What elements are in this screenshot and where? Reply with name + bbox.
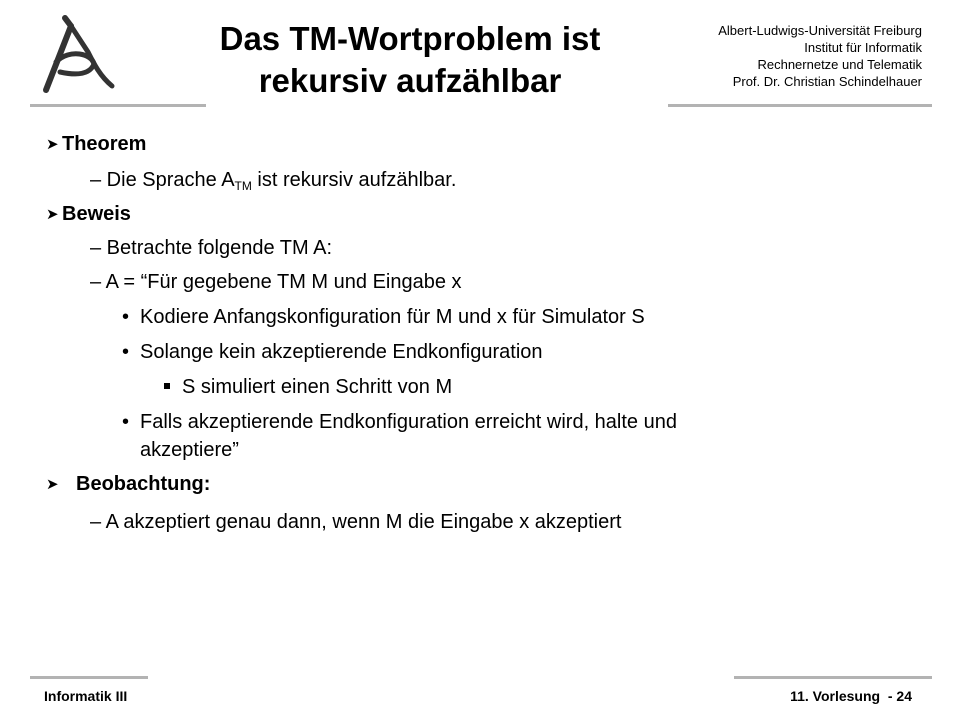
beweis-line: – Betrachte folgende TM A:: [90, 237, 333, 259]
sub-bullet-text: S simuliert einen Schritt von M: [182, 376, 453, 398]
header-rule-left: [30, 104, 206, 107]
bullet-text: Solange kein akzeptierende Endkonfiguration: [140, 341, 543, 363]
institution-line: Institut für Informatik: [804, 40, 922, 55]
bullet-text: Falls akzeptierende Endkonfiguration erreicht wird, halte und: [140, 411, 677, 433]
header-rule-right: [668, 104, 932, 107]
list-item: [122, 305, 645, 329]
beweis-label: Beweis: [62, 203, 131, 225]
bullet-text: Kodiere Anfangskonfiguration für M und x für Simulator S: [140, 306, 645, 328]
list-item-continuation: akzeptiere”: [140, 439, 239, 461]
footer-page-number: 11. Vorlesung - 24: [790, 688, 912, 704]
beobachtung-text: – A akzeptiert genau dann, wenn M die Eingabe x akzeptiert: [90, 511, 622, 533]
theorem-heading: [46, 132, 146, 157]
page-title: [140, 18, 680, 102]
title-line-1: Das TM-Wortproblem ist: [219, 20, 601, 57]
list-item: [122, 410, 677, 434]
theorem-text: [90, 168, 456, 198]
institution-line: Albert-Ludwigs-Universität Freiburg: [718, 23, 922, 38]
arrow-bullet-icon: ➤: [46, 476, 59, 493]
university-logo-icon: [40, 14, 122, 94]
beobachtung-heading: [46, 472, 210, 497]
theorem-label: Theorem: [62, 133, 147, 155]
square-bullet-icon: [164, 383, 170, 389]
beobachtung-label: Beobachtung:: [76, 473, 211, 495]
list-item: [122, 340, 543, 364]
theorem-text-sub: TM: [234, 179, 252, 193]
bullet-dot-icon: •: [122, 306, 130, 328]
theorem-text-post: ist rekursiv aufzählbar.: [251, 169, 457, 191]
title-line-2: rekursiv aufzählbar: [258, 62, 562, 99]
beweis-heading: [46, 202, 131, 227]
footer-rule-right: [734, 676, 932, 679]
theorem-text-pre: – Die Sprache A: [90, 169, 235, 191]
bullet-dot-icon: •: [122, 341, 130, 363]
bullet-dot-icon: •: [122, 411, 130, 433]
institution-line: Rechnernetze und Telematik: [757, 57, 922, 72]
footer-course: Informatik III: [44, 688, 128, 704]
institution-block: [718, 22, 922, 90]
arrow-bullet-icon: ➤: [46, 136, 59, 153]
sub-list-item: [164, 375, 452, 399]
beweis-line: – A = “Für gegebene TM M und Eingabe x: [90, 271, 462, 293]
footer-rule-left: [30, 676, 148, 679]
institution-line: Prof. Dr. Christian Schindelhauer: [732, 74, 922, 89]
arrow-bullet-icon: ➤: [46, 206, 59, 223]
